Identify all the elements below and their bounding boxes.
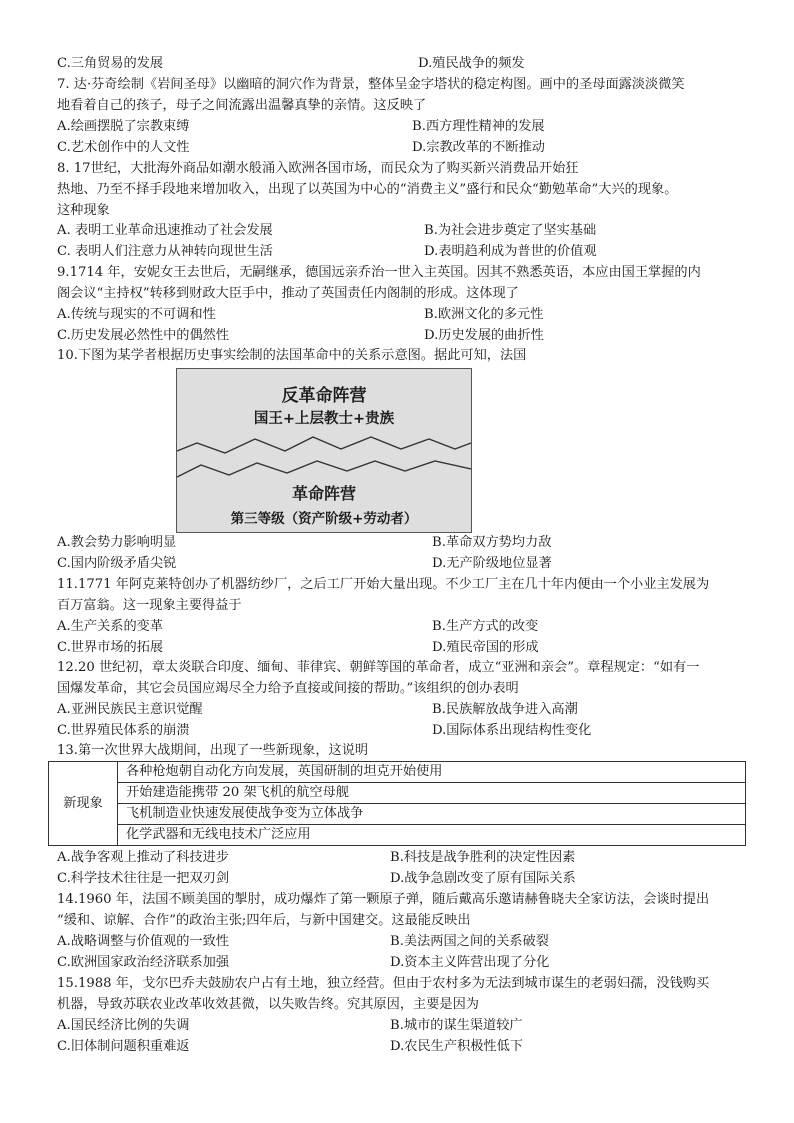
counter-revolution-camp-members: 国王+上层教士+贵族 xyxy=(253,411,395,427)
q9-option-d: D.历史发展的曲折性 xyxy=(424,328,544,343)
q12-option-a: A.亚洲民族民主意识觉醒 xyxy=(57,702,203,717)
q11-option-c: C.世界市场的拓展 xyxy=(57,640,164,655)
q8-option-a: A. 表明工业革命迅速推动了社会发展 xyxy=(57,223,273,238)
table-row-4: 化学武器和无线电技术广泛应用 xyxy=(118,825,746,846)
q14-option-c: C.欧洲国家政治经济联系加强 xyxy=(57,955,230,970)
table-row-1: 各种枪炮朝自动化方向发展，英国研制的坦克开始使用 xyxy=(118,762,746,783)
q12-stem-line1: 12.20 世纪初，章太炎联合印度、缅甸、菲律宾、朝鲜等国的革命者，成立“亚洲和亲会”。章程规定：“如有一 xyxy=(57,660,700,675)
q12-option-d: D.国际体系出现结构性变化 xyxy=(432,723,592,738)
q8-stem-line2: 热地、乃至不择手段地来增加收入，出现了以英国为中心的“消费主义”盛行和民众“勤勉革命”大兴的现象。 xyxy=(57,182,678,197)
q13-option-d: D.战争急剧改变了原有国际关系 xyxy=(390,871,576,886)
q9-option-c: C.历史发展必然性中的偶然性 xyxy=(57,328,230,343)
q6-option-c: C.三角贸易的发展 xyxy=(57,56,164,71)
q9-option-a: A.传统与现实的不可调和性 xyxy=(57,307,216,322)
q7-option-c: C.艺术创作中的人文性 xyxy=(57,140,190,155)
q10-stem: 10.下图为某学者根据历史事实绘制的法国革命中的关系示意图。据此可知，法国 xyxy=(57,348,527,363)
q9-stem-line1: 9.1714 年，安妮女王去世后，无嗣继承，德国远亲乔治一世入主英国。因其不熟悉英语，本应由国王掌握的内 xyxy=(57,265,701,280)
q11-option-b: B.生产方式的改变 xyxy=(432,619,539,634)
q7-option-a: A.绘画摆脱了宗教束缚 xyxy=(57,119,190,134)
q10-option-b: B.革命双方势均力敌 xyxy=(432,535,552,550)
q14-option-a: A.战略调整与价值观的一致性 xyxy=(57,934,229,949)
revolution-camp-members: 第三等级（资产阶级+劳动者） xyxy=(230,511,418,527)
q8-stem-line3: 这种现象 xyxy=(57,203,110,218)
q12-stem-line2: 国爆发革命，其它会员国应竭尽全力给予直接或间接的帮助。”该组织的创办表明 xyxy=(57,681,519,696)
q15-option-b: B.城市的谋生渠道较广 xyxy=(390,1018,523,1033)
q9-option-b: B.欧洲文化的多元性 xyxy=(424,307,544,322)
q6-option-d: D.殖民战争的频发 xyxy=(418,56,525,71)
q7-option-d: D.宗教改革的不断推动 xyxy=(412,140,545,155)
counter-revolution-camp-title: 反革命阵营 xyxy=(281,386,367,406)
q15-stem-line2: 机器，导致苏联农业改革收效甚微，以失败告终。究其原因，主要是因为 xyxy=(57,997,479,1012)
q14-option-b: B.美法两国之间的关系破裂 xyxy=(390,934,549,949)
table-row-3: 飞机制造业快速发展使战争变为立体战争 xyxy=(118,804,746,825)
q13-stem: 13.第一次世界大战期间，出现了一些新现象，这说明 xyxy=(57,743,369,758)
q9-stem-line2: 阁会议“主持权”转移到财政大臣手中，推动了英国责任内阁制的形成。这体现了 xyxy=(57,286,519,301)
q13-option-a: A.战争客观上推动了科技进步 xyxy=(57,850,229,865)
q14-stem-line2: “缓和、谅解、合作”的政治主张;四年后，与新中国建交。这最能反映出 xyxy=(57,913,471,928)
q14-stem-line1: 14.1960 年，法国不顾美国的掣肘，成功爆炸了第一颗原子弹，随后戴高乐邀请赫鲁晓夫全家访法，会谈时提出 xyxy=(57,892,710,907)
q10-option-c: C.国内阶级矛盾尖锐 xyxy=(57,556,177,571)
q8-option-d: D.表明趋利成为普世的价值观 xyxy=(424,244,597,259)
q15-stem-line1: 15.1988 年，戈尔巴乔夫鼓励农户占有土地，独立经营。但由于农村多为无法到城市谋生的老弱妇孺，没钱购买 xyxy=(57,976,710,991)
q15-option-c: C.旧体制问题积重难返 xyxy=(57,1039,190,1054)
q7-stem-line1: 7. 达·芬奇绘制《岩间圣母》以幽暗的洞穴作为背景，整体呈金字塔状的稳定构图。画中的圣母面露淡淡微笑 xyxy=(57,77,685,92)
q12-option-b: B.民族解放战争进入高潮 xyxy=(432,702,578,717)
q10-relationship-diagram xyxy=(176,368,472,533)
q11-option-a: A.生产关系的变革 xyxy=(57,619,164,634)
q7-option-b: B.西方理性精神的发展 xyxy=(412,119,545,134)
q8-option-c: C. 表明人们注意力从神转向现世生活 xyxy=(57,244,273,259)
q13-new-phenomena-table xyxy=(48,761,746,846)
q10-option-a: A.教会势力影响明显 xyxy=(57,535,177,550)
q13-option-c: C.科学技术往往是一把双刃剑 xyxy=(57,871,230,886)
q7-stem-line2: 地看着自己的孩子，母子之间流露出温馨真挚的亲情。这反映了 xyxy=(57,98,427,113)
q15-option-a: A.国民经济比例的失调 xyxy=(57,1018,190,1033)
q8-stem-line1: 8. 17世纪，大批海外商品如潮水般涌入欧洲各国市场，而民众为了购买新兴消费品开始狂 xyxy=(57,161,579,176)
q11-option-d: D.殖民帝国的形成 xyxy=(432,640,539,655)
q11-stem-line1: 11.1771 年阿克莱特创办了机器纺纱厂，之后工厂开始大量出现。不少工厂主在几十年内便由一个小业主发展为 xyxy=(57,577,710,592)
table-header-cell: 新现象 xyxy=(49,762,118,846)
q13-option-b: B.科技是战争胜利的决定性因素 xyxy=(390,850,576,865)
q15-option-d: D.农民生产积极性低下 xyxy=(390,1039,523,1054)
q11-stem-line2: 百万富翁。这一现象主要得益于 xyxy=(57,598,242,613)
revolution-camp-title: 革命阵营 xyxy=(291,484,356,503)
q14-option-d: D.资本主义阵营出现了分化 xyxy=(390,955,550,970)
table-row-2: 开始建造能携带 20 架飞机的航空母舰 xyxy=(118,783,746,804)
q10-option-d: D.无产阶级地位显著 xyxy=(432,556,552,571)
q8-option-b: B.为社会进步奠定了坚实基础 xyxy=(424,223,597,238)
q12-option-c: C.世界殖民体系的崩溃 xyxy=(57,723,190,738)
